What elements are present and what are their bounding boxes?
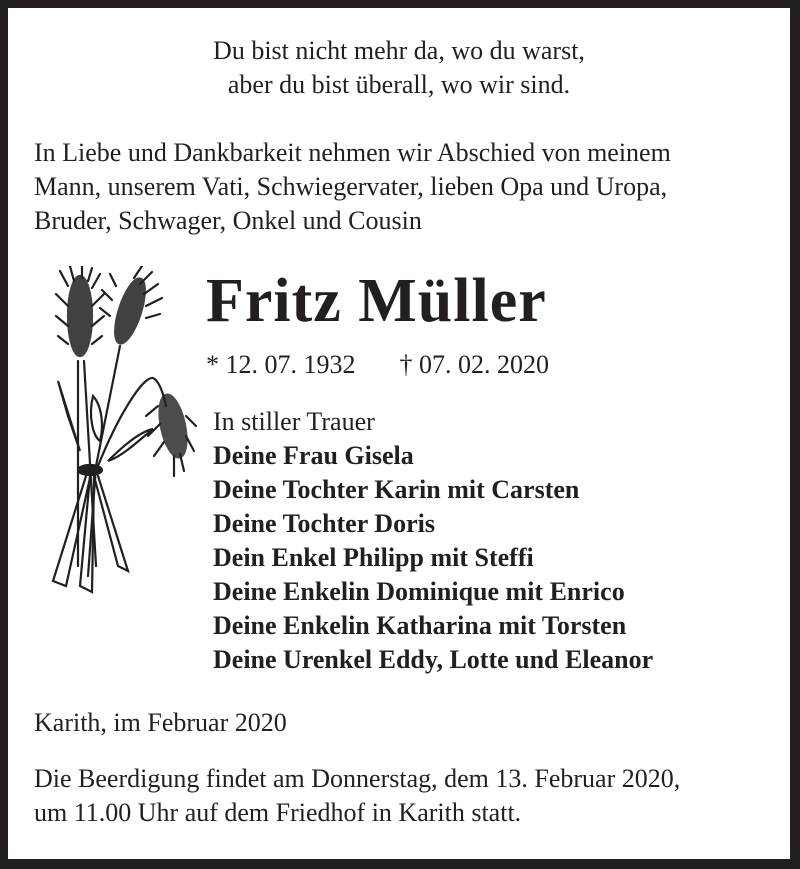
mourner-name: Deine Tochter Karin mit Carsten (213, 475, 580, 504)
motto-line: aber du bist überall, wo wir sind. (227, 70, 571, 99)
intro-line: Bruder, Schwager, Onkel und Cousin (34, 206, 422, 235)
deceased-name: Fritz Müller (206, 267, 547, 335)
wheat-ear-drooping-icon (98, 378, 196, 476)
mourner-name: Deine Enkelin Katharina mit Torsten (213, 611, 627, 640)
obituary-card (8, 8, 790, 859)
funeral-line: um 11.00 Uhr auf dem Friedhof in Karith statt. (34, 798, 522, 827)
mourner-name: Deine Enkelin Dominique mit Enrico (213, 577, 625, 606)
wheat-sheaf-icon (38, 266, 198, 596)
mourners-heading: In stiller Trauer (213, 407, 375, 436)
motto-line: Du bist nicht mehr da, wo du warst, (213, 36, 585, 65)
mourner-name: Deine Frau Gisela (213, 441, 414, 470)
mourner-name: Deine Urenkel Eddy, Lotte und Eleanor (213, 645, 654, 674)
mourners-list (213, 405, 653, 677)
place-date: Karith, im Februar 2020 (34, 708, 287, 737)
death-date: † 07. 02. 2020 (399, 350, 549, 379)
mourner-name: Dein Enkel Philipp mit Steffi (213, 543, 534, 572)
sheaf-tie-icon (78, 465, 102, 475)
life-dates (206, 348, 549, 382)
intro-line: Mann, unserem Vati, Schwiegervater, lieben Opa und Uropa, (34, 172, 668, 201)
mourner-name: Deine Tochter Doris (213, 509, 435, 538)
intro-line: In Liebe und Dankbarkeit nehmen wir Abschied von meinem (34, 138, 671, 167)
funeral-line: Die Beerdigung findet am Donnerstag, dem 13. Februar 2020, (34, 764, 681, 793)
birth-date: * 12. 07. 1932 (206, 350, 356, 379)
intro-paragraph (34, 136, 671, 238)
motto-verse (8, 34, 790, 102)
funeral-notice (34, 762, 680, 830)
wheat-ear-middle-icon (88, 266, 162, 576)
